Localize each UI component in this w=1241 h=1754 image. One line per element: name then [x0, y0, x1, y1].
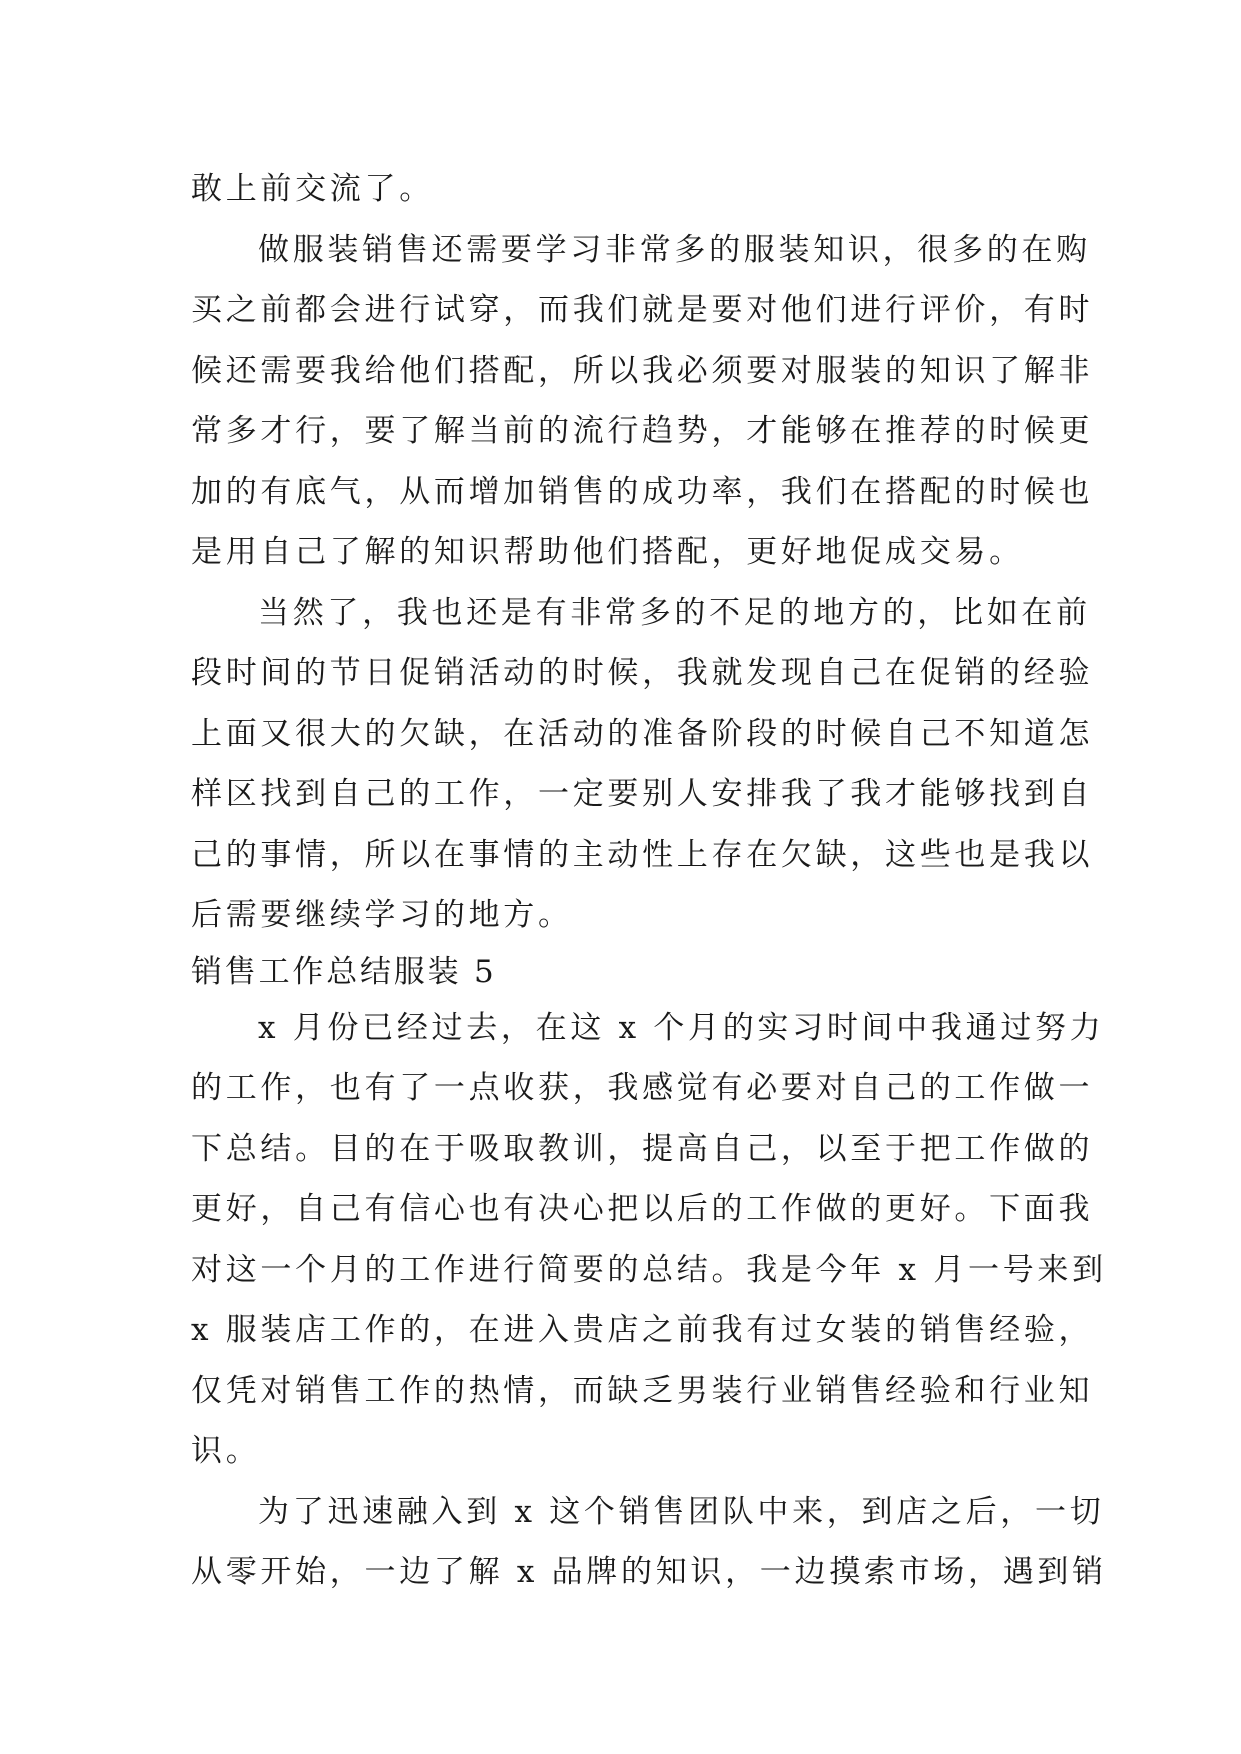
- paragraph-line: 识。: [191, 1433, 261, 1469]
- section-heading: 销售工作总结服装 5: [191, 953, 497, 990]
- paragraph-line: 敢上前交流了。: [191, 171, 434, 207]
- paragraph-line: 买之前都会进行试穿，而我们就是要对他们进行评价，有时: [191, 292, 1094, 328]
- paragraph-line: 的工作，也有了一点收获，我感觉有必要对自己的工作做一: [191, 1070, 1094, 1106]
- paragraph-line: 常多才行，要了解当前的流行趋势，才能够在推荐的时候更: [191, 413, 1094, 449]
- paragraph-line: 对这一个月的工作进行简要的总结。我是今年 x 月一号来到: [191, 1251, 1107, 1288]
- paragraph-line: 仅凭对销售工作的热情，而缺乏男装行业销售经验和行业知: [191, 1372, 1094, 1409]
- paragraph-line: 候还需要我给他们搭配，所以我必须要对服装的知识了解非: [191, 352, 1094, 389]
- paragraph-line: 己的事情，所以在事情的主动性上存在欠缺，这些也是我以: [191, 836, 1094, 873]
- paragraph-line: 上面又很大的欠缺，在活动的准备阶段的时候自己不知道怎: [191, 715, 1094, 752]
- document-body: [191, 159, 1107, 1603]
- paragraph-line: 加的有底气，从而增加销售的成功率，我们在搭配的时候也: [191, 473, 1094, 510]
- paragraph-line: 更好，自己有信心也有决心把以后的工作做的更好。下面我: [191, 1191, 1094, 1227]
- paragraph-line: x 月份已经过去，在这 x 个月的实习时间中我通过努力: [258, 1009, 1105, 1046]
- paragraph-line: 当然了，我也还是有非常多的不足的地方的，比如在前: [258, 594, 1091, 631]
- paragraph-line: 后需要继续学习的地方。: [191, 897, 573, 933]
- paragraph-line: 是用自己了解的知识帮助他们搭配，更好地促成交易。: [191, 534, 1024, 570]
- paragraph-line: 为了迅速融入到 x 这个销售团队中来，到店之后，一切: [258, 1493, 1105, 1530]
- paragraph-line: 从零开始，一边了解 x 品牌的知识，一边摸索市场，遇到销: [191, 1554, 1107, 1590]
- paragraph-line: 做服装销售还需要学习非常多的服装知识，很多的在购: [258, 231, 1091, 268]
- paragraph-line: 段时间的节日促销活动的时候，我就发现自己在促销的经验: [191, 655, 1094, 691]
- paragraph-line: 下总结。目的在于吸取教训，提高自己，以至于把工作做的: [191, 1130, 1094, 1167]
- paragraph-line: x 服装店工作的，在进入贵店之前我有过女装的销售经验，: [191, 1312, 1094, 1348]
- paragraph-line: 样区找到自己的工作，一定要别人安排我了我才能够找到自: [191, 776, 1094, 812]
